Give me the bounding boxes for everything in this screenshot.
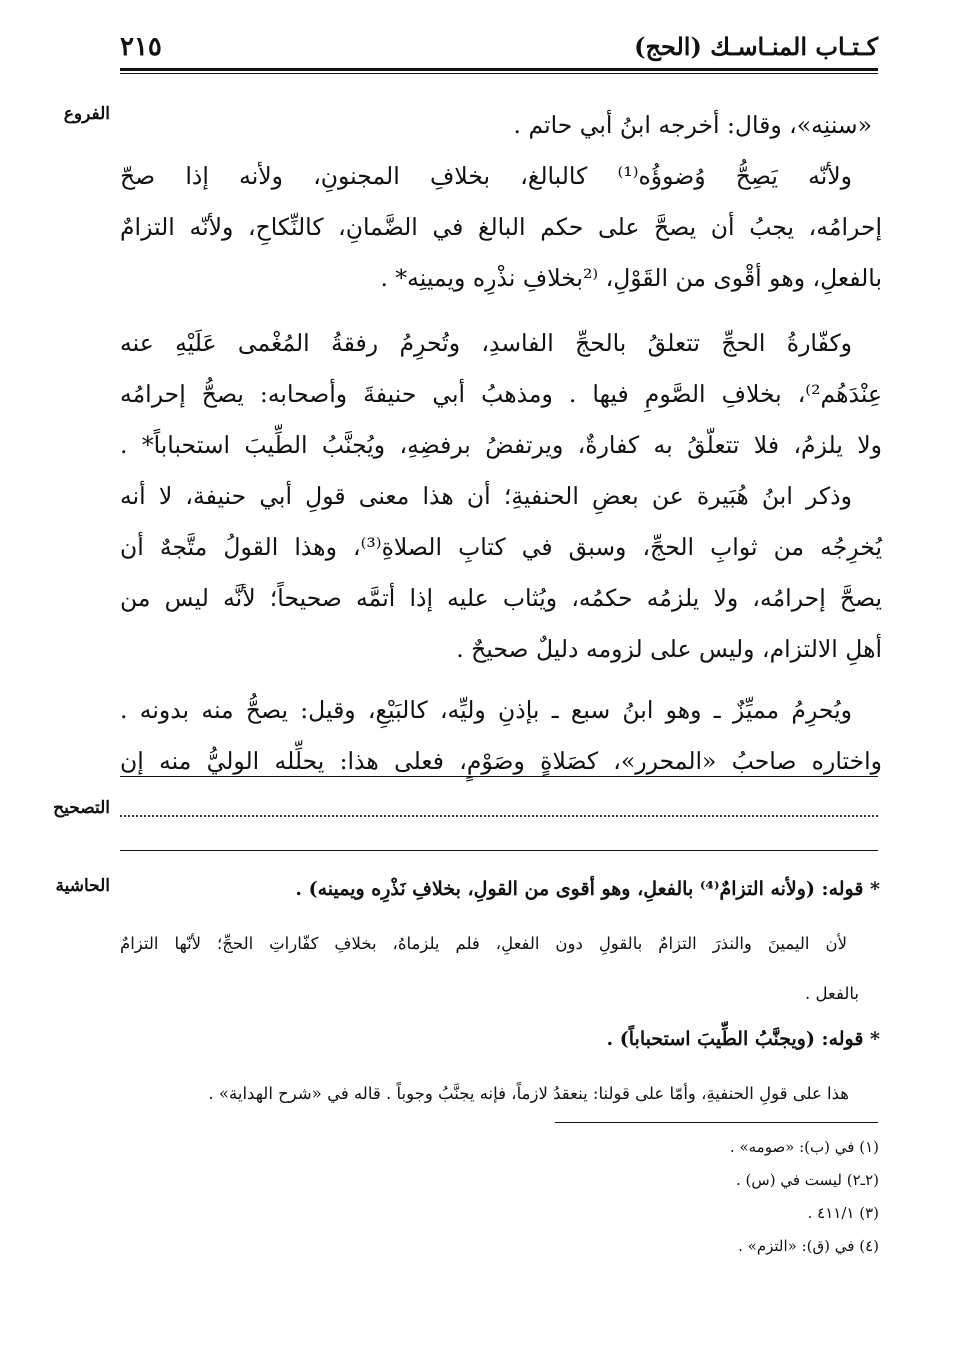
margin-label-tasheeh: التصحيح [53, 798, 110, 818]
main-line: يصحَّ إحرامُه، ولا يلزمُه حكمُه، ويُثاب عليه إذا أتمَّه صحيحاً؛ لأنَّه ليس من [120, 584, 882, 612]
main-line: بالفعلِ، وهو أقْوى من القَوْلِ، ⁽²بخلافِ نذْرِه ويمينِه* . [380, 264, 882, 292]
header-rule-thick [120, 68, 878, 71]
footnote: (٣) ٤١١/١ . [807, 1204, 879, 1222]
hashiya-note-1-head: * قوله: (ولأنه التزامٌ⁽⁴⁾ بالفعلِ، وهو أقوى من القولِ، بخلافِ نَذْرِه ويمينه) . [295, 878, 880, 900]
footnote: (١) في (ب): «صومه» . [729, 1138, 879, 1156]
main-line: ولأنّه يَصِحُّ وُضوؤُه⁽¹⁾ كالبالغ، بخلافِ المجنونِ، ولأنه إذا صحّ [120, 162, 852, 190]
footnote-separator [555, 1122, 878, 1123]
margin-label-furu: الفروع [63, 104, 110, 124]
footnote: (٤) في (ق): «التزم» . [738, 1237, 879, 1255]
margin-label-hashiya: الحاشية [55, 876, 110, 896]
main-line: وذكر ابنُ هُبَيرة عن بعضِ الحنفيةِ؛ أن هذا معنى قولِ أبي حنيفة، لا أنه [120, 482, 852, 510]
hashiya-note-2-head: * قوله: (ويجنَّبُ الطِّيبَ استحباباً) . [606, 1028, 880, 1050]
main-line: يُخرِجُه من ثوابِ الحجِّ، وسبق في كتابِ الصلاةِ⁽³⁾، وهذا القولُ متَّجهٌ أن [120, 533, 882, 561]
main-line: عِنْدَهُم²⁾، بخلافِ الصَّومِ فيها . ومذهبُ أبي حنيفةَ وأصحابه: يصحُّ إحرامُه [120, 380, 882, 408]
main-line: ولا يلزمُ، فلا تتعلّقُ به كفارةٌ، ويرتفضُ برفضِهِ، ويُجنَّبُ الطِّيبَ استحباباً* . [120, 431, 882, 459]
hashiya-note-1-line: بالفعل . [805, 984, 859, 1003]
running-head [120, 32, 878, 66]
main-line: «سننِه»، وقال: أخرجه ابنُ أبي حاتم . [513, 111, 872, 139]
main-line: ويُحرِمُ مميِّزٌ ـ وهو ابنُ سبع ـ بإذنِ وليِّه، كالبَيْعِ، وقيل: يصحُّ منه بدونه . [120, 696, 852, 724]
main-line: وكفّارةُ الحجِّ تتعلقُ بالحجِّ الفاسدِ، وتُحرِمُ رفقةُ المُغْمى عَلَيْهِ عنه [120, 329, 852, 357]
hashiya-top-rule [120, 850, 878, 851]
footnote: (٢ـ٢) ليست في (س) . [736, 1171, 879, 1189]
tasheeh-dotted-line [120, 815, 878, 817]
main-line: أهلِ الالتزام، وليس على لزومه دليلٌ صحيحٌ . [456, 635, 882, 663]
hashiya-note-2-line: هذا على قولِ الحنفيةِ، وأمّا على قولنا: ينعقدُ لازماً، فإنه يجنَّبُ وجوباً . قاله في «شرح الهداية» . [208, 1084, 849, 1103]
header-rule-thin [120, 73, 878, 74]
hashiya-note-1-line: لأن اليمينَ والنذرَ التزامٌ بالقولِ دون الفعلِ، فلم يلزماهُ، بخلافِ كفّاراتِ الحجِّ؛ لأنّها التزامٌ [120, 934, 847, 953]
main-line: واختاره صاحبُ «المحرر»، كصَلاةٍ وصَوْمٍ، فعلى هذا: يحلِّله الوليُّ منه إن [120, 747, 882, 775]
main-text-bottom-rule [120, 776, 878, 777]
main-line: إحرامُه، يجبُ أن يصحَّ على حكم البالغ في الضَّمانِ، كالنِّكاحِ، ولأنّه التزامٌ [120, 213, 882, 241]
header-title: كـتـاب المنـاسـك (الحج) [634, 32, 878, 61]
main-text-block [120, 100, 882, 787]
page-number: ٢١٥ [120, 32, 162, 62]
